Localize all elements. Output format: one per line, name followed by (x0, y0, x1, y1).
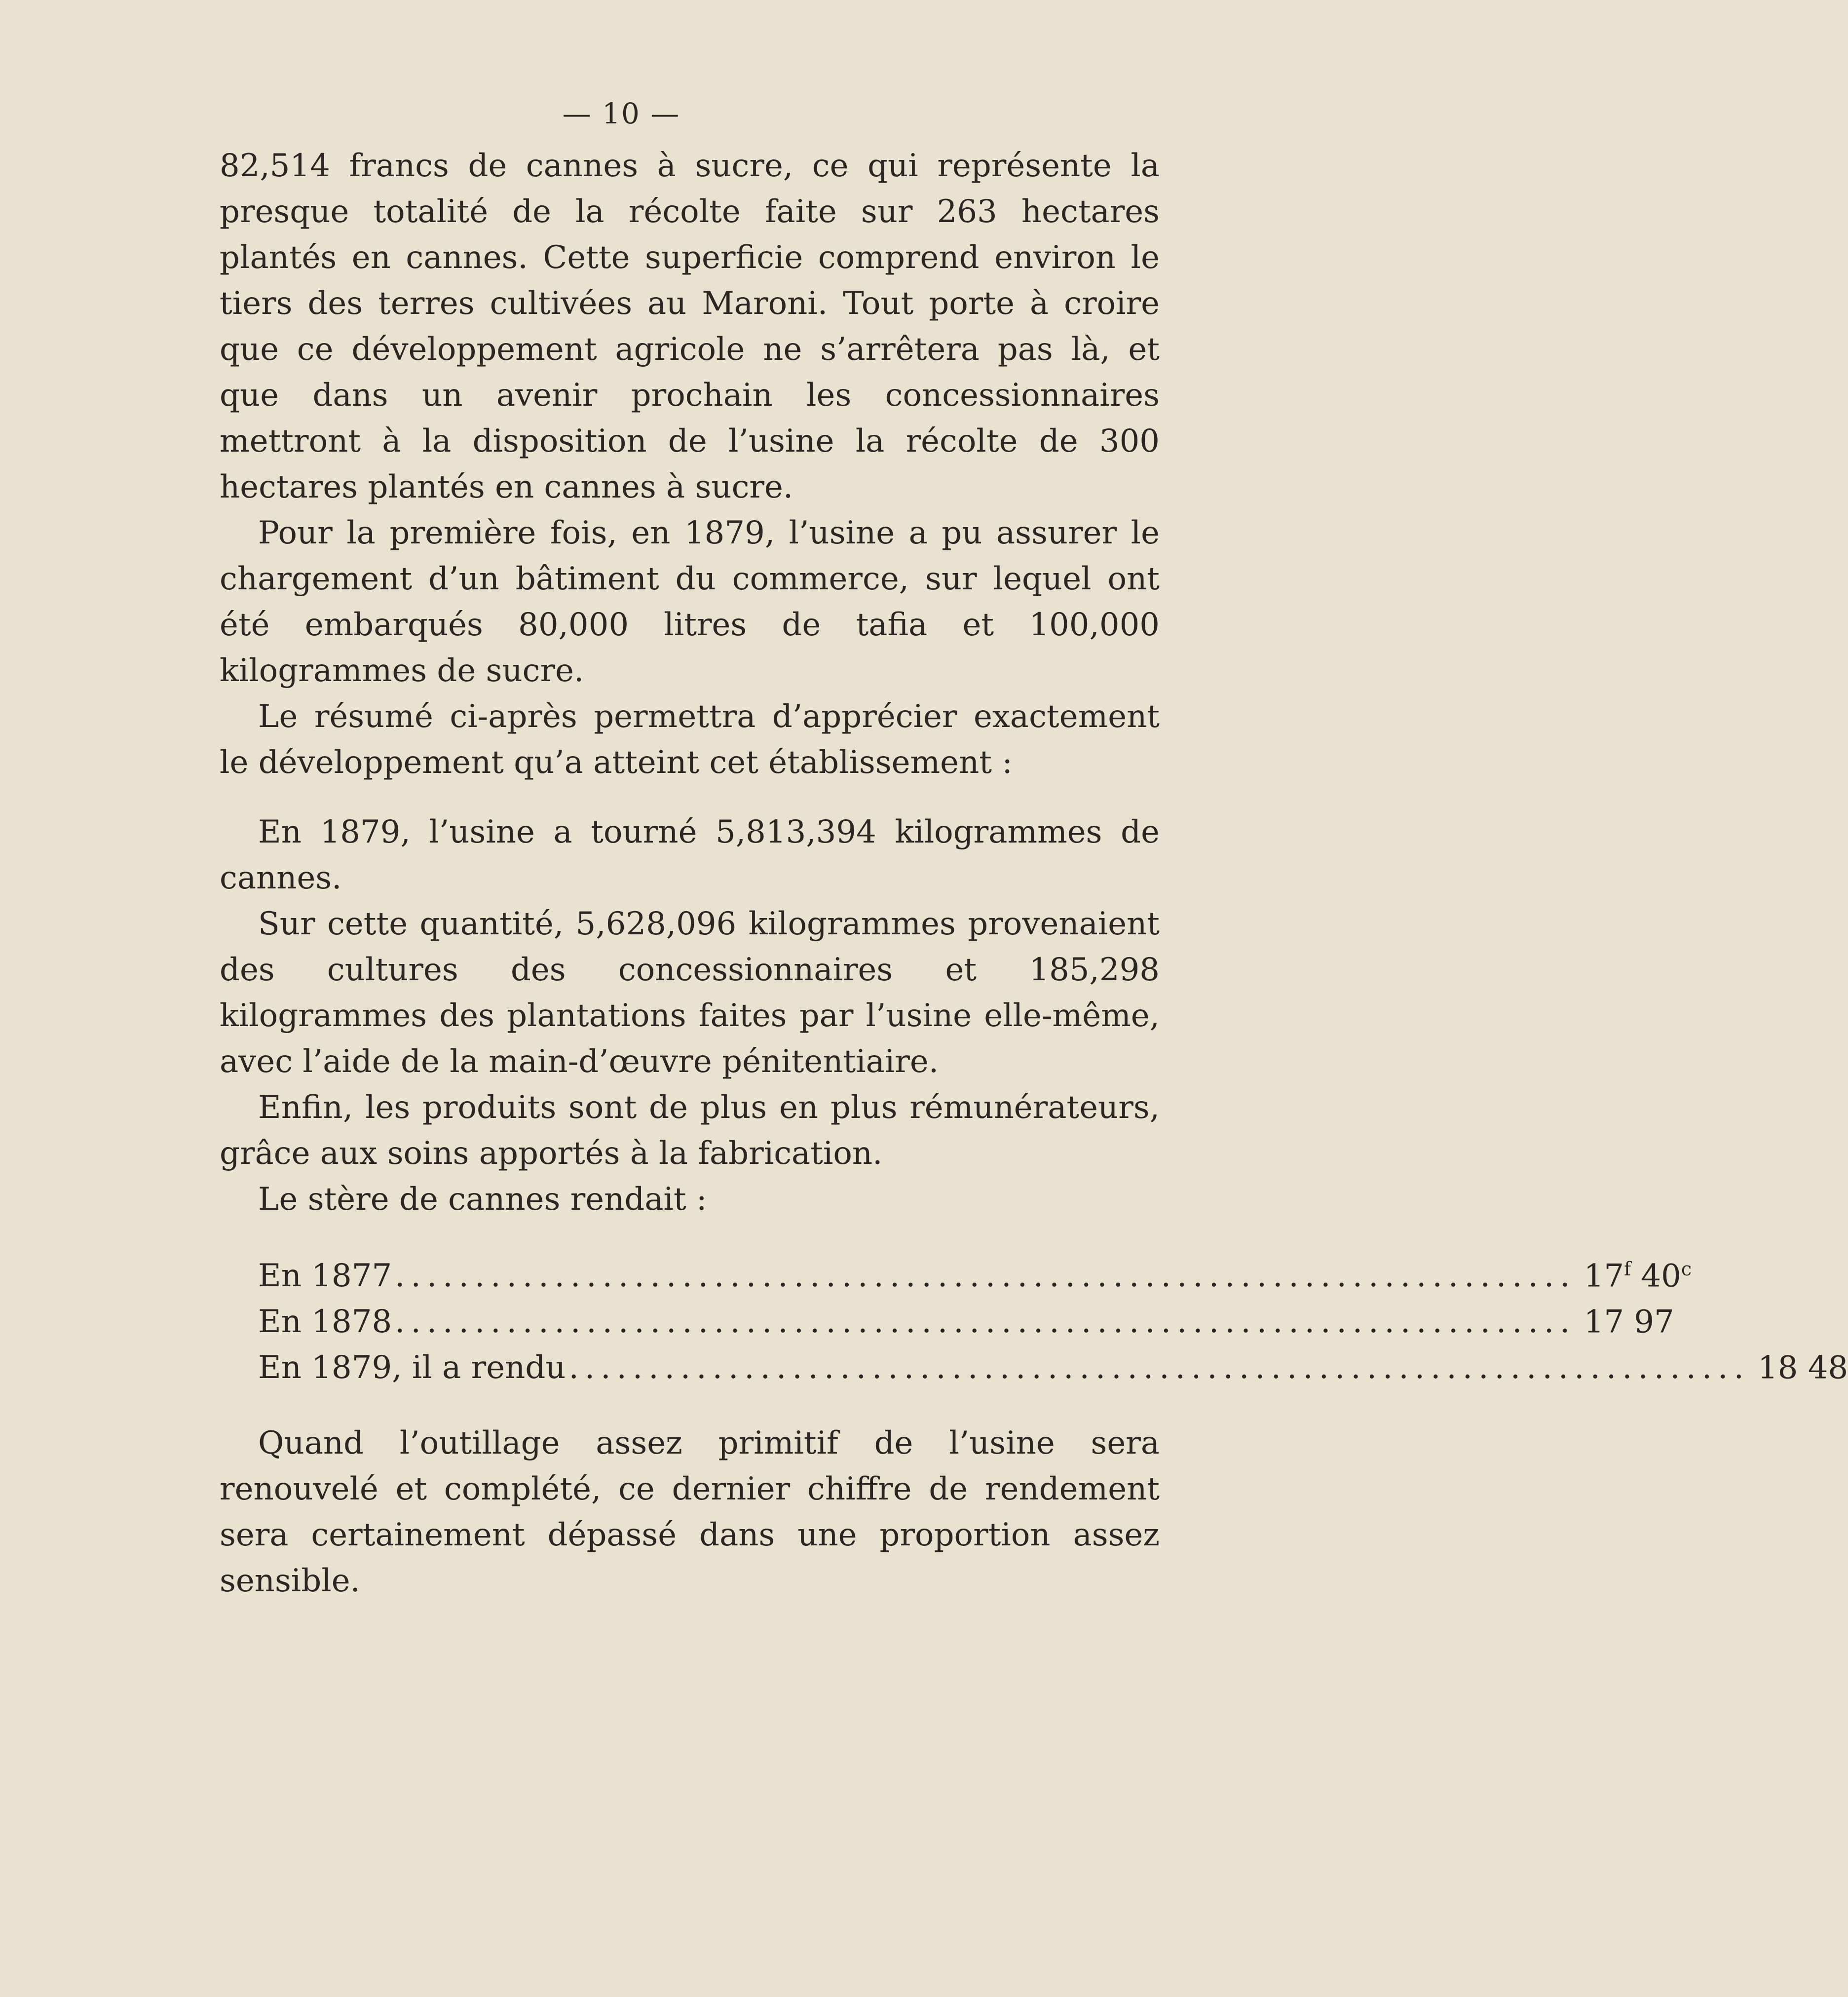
value-francs: 18 (1757, 1349, 1798, 1386)
yield-table (220, 1246, 1848, 1386)
paragraph: Pour la première fois, en 1879, l’usine a pu assurer le chargement d’un bâtiment du commerce, sur lequel ont été embarqués 80,000 litres de tafia et 100,000 kilogrammes de sucre. (220, 515, 1160, 689)
value-cents: 97 (1634, 1304, 1674, 1341)
paragraph: 82,514 francs de cannes à sucre, ce qui représente la presque totalité de la récolte faite sur 263 hectares plantés en cannes. Cette superficie comprend environ le tiers des terres cultivées au Maroni. Tout porte à croire que ce développement agricole ne s’arrêtera pas là, et que dans un avenir prochain les concessionnaires mettront à la disposition de l’usine la récolte de 300 hectares plantés en cannes à sucre. (220, 148, 1160, 505)
paragraph: Enfin, les produits sont de plus en plus rémunérateurs, grâce aux soins apportés à la fabrication. (220, 1089, 1160, 1172)
page-number: — 10 — (562, 97, 680, 130)
paragraph: Sur cette quantité, 5,628,096 kilogrammes provenaient des cultures des concessionnaires et 185,298 kilogrammes des plantations faites par l’usine elle-même, avec l’aide de la main-d’œuvre pénitentiaire. (220, 906, 1160, 1080)
closing-paragraph: Quand l’outillage assez primitif de l’usine sera renouvelé et complété, ce dernier chiffre de rendement sera certainement dépassé dans une proportion assez sensible. (220, 1425, 1160, 1599)
dot-leader: .......................................................................... (395, 1304, 1576, 1341)
table-row (220, 1292, 1674, 1341)
table-row (220, 1338, 1848, 1386)
row-value (1758, 1338, 1848, 1391)
value-francs: 17 (1584, 1304, 1624, 1341)
paragraph: Le stère de cannes rendait : (258, 1181, 707, 1218)
row-label: En 1879, il a rendu (258, 1349, 566, 1386)
value-cents: 40 (1641, 1258, 1681, 1295)
paragraph: En 1879, l’usine a tourné 5,813,394 kilogrammes de cannes. (220, 814, 1160, 896)
franc-superscript: f (1624, 1258, 1631, 1280)
body-text (220, 143, 1848, 1604)
row-label: En 1878 (258, 1304, 392, 1341)
dot-leader: .......................................................................... (395, 1258, 1576, 1295)
value-francs: 17 (1584, 1258, 1624, 1295)
row-value (1584, 1292, 1674, 1345)
cent-superscript: c (1681, 1258, 1692, 1280)
table-row (220, 1246, 1692, 1295)
row-value (1584, 1246, 1692, 1299)
value-cents: 48 (1808, 1349, 1848, 1386)
row-label: En 1877 (258, 1258, 392, 1295)
dot-leader: .......................................................................... (568, 1349, 1750, 1386)
paragraph: Le résumé ci-après permettra d’apprécier exactement le développement qu’a atteint cet établissement : (220, 698, 1160, 781)
